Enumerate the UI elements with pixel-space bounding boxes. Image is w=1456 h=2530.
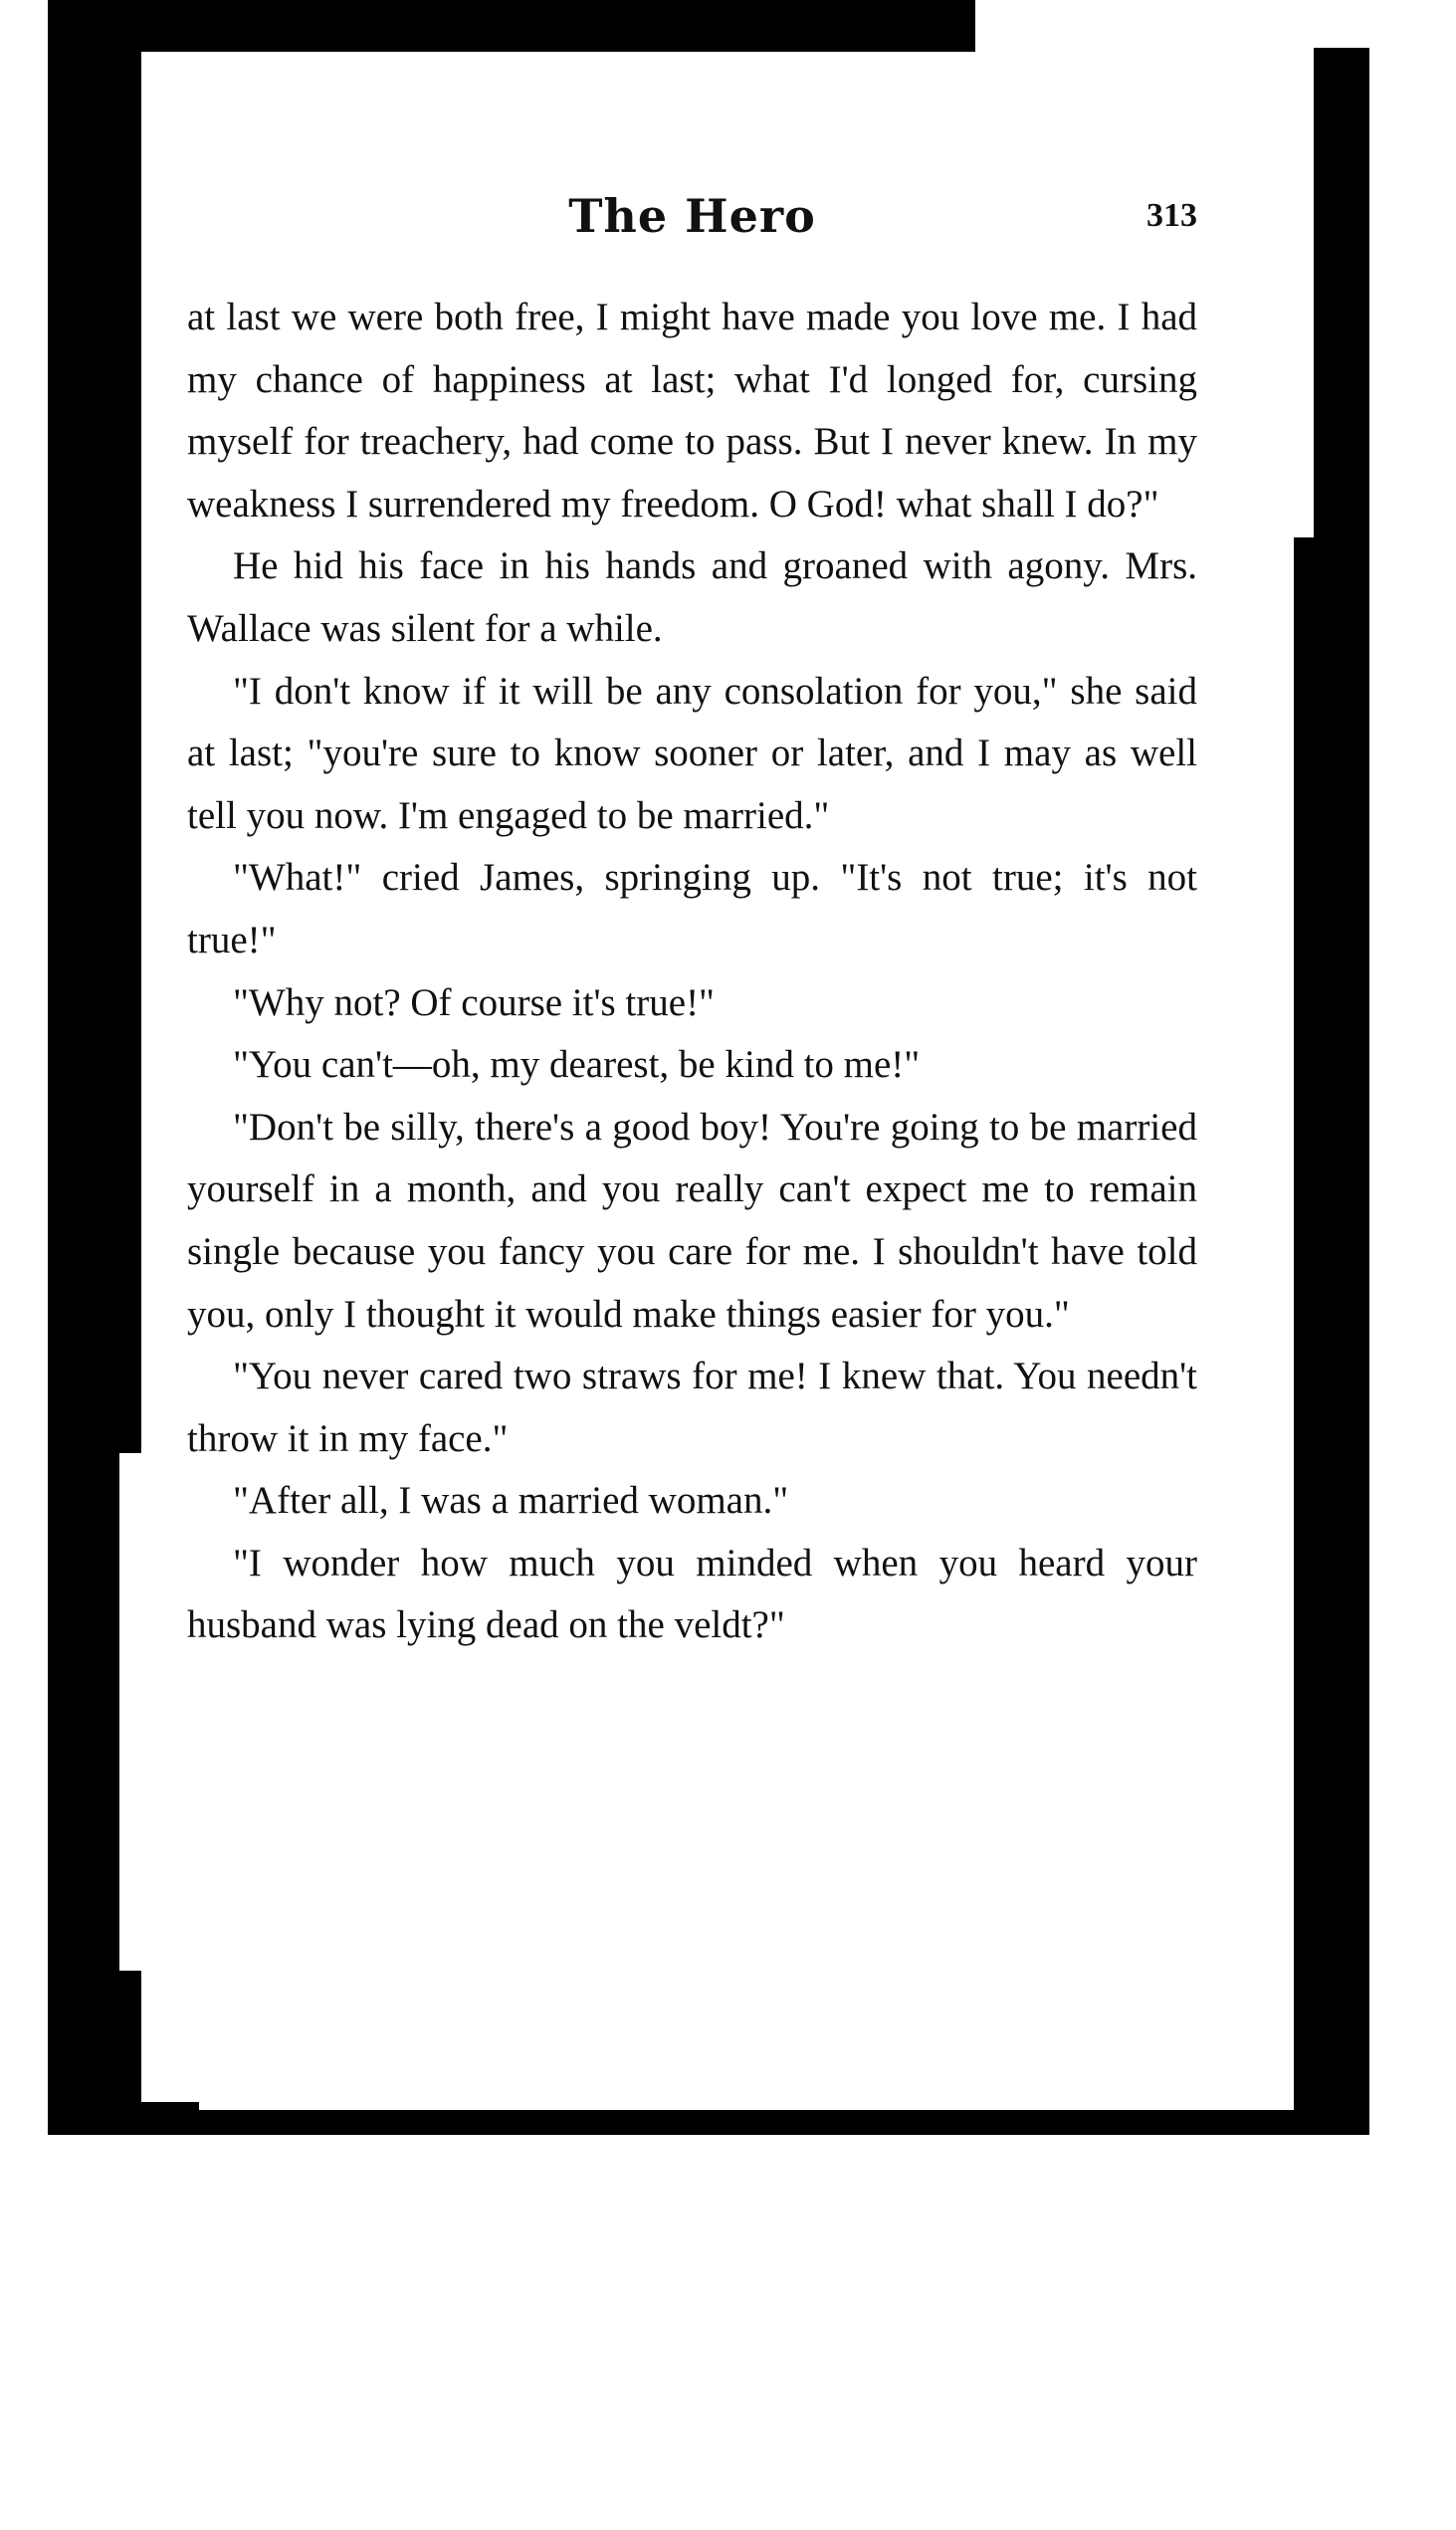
scan-edge (119, 1453, 159, 1971)
paragraph: "What!" cried James, springing up. "It's not true; it's not true!" (187, 856, 1197, 961)
running-title: The Hero (568, 189, 816, 243)
paragraph: "Why not? Of course it's true!" (233, 980, 715, 1024)
paragraph: He hid his face in his hands and groaned with agony. Mrs. Wallace was silent for a while. (187, 544, 1197, 650)
scan-edge (975, 0, 1373, 48)
paragraph: "I wonder how much you minded when you heard your husband was lying dead on the veldt?" (187, 1541, 1197, 1647)
body-text (187, 287, 1197, 1657)
paragraph: "I don't know if it will be any consolation for you," she said at last; "you're sure to know sooner or later, and I may as well tell you now. I'm engaged to be married." (187, 669, 1197, 837)
paragraph: "After all, I was a married woman." (233, 1479, 789, 1523)
page-number: 313 (1146, 197, 1197, 234)
scan-edge (209, 60, 299, 309)
paragraph: "You can't—oh, my dearest, be kind to me!" (233, 1043, 921, 1087)
paragraph: "Don't be silly, there's a good boy! You're going to be married yourself in a month, and you really can't expect me to remain single because you fancy you care for me. I shouldn't have told you, only I thought it would make things easier for you." (187, 1105, 1197, 1336)
paragraph: at last we were both free, I might have made you love me. I had my chance of happiness at last; what I'd longed for, cursing myself for treachery, had come to pass. But I never knew. In my weakness I surrendered my freedom. O God! what shall I do?" (187, 296, 1197, 526)
running-head (187, 189, 1197, 249)
scan-edge (1274, 40, 1314, 537)
scan-edge (1234, 1493, 1294, 1891)
scan-edge (199, 1991, 1294, 2110)
paragraph: "You never cared two straws for me! I knew that. You needn't throw it in my face." (187, 1355, 1197, 1460)
